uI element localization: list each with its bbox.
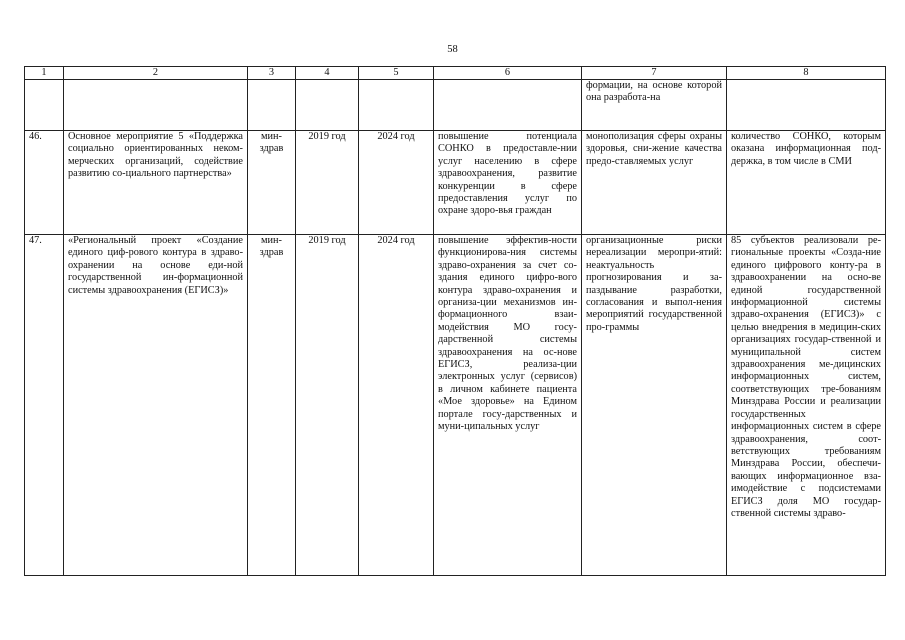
indicators-cell: количество СОНКО, которым оказана информационная под-держка, в том числе в СМИ: [727, 131, 886, 235]
executor-cell: мин-здрав: [248, 235, 296, 576]
table-cell: [248, 80, 296, 131]
column-header: 5: [359, 67, 434, 80]
effect-cell: повышение эффектив-ности функционирова-ния системы здраво-охранения за счет со-здания единого цифро-вого контура здраво-охранения и организа-ции механизмов ин-формационного взаи-модействия МО госу-дарственной системы здравоохранения на ос-нове ЕГИСЗ, реализа-ции электронных услуг (сервисов) в личном кабинете пациента «Мое здоровье» на Едином портале госу-дарственных и муни-ципальных услуг: [434, 235, 582, 576]
row-number: 46.: [25, 131, 64, 235]
end-year: 2024 год: [359, 131, 434, 235]
column-header: 4: [296, 67, 359, 80]
table-cell: [64, 80, 248, 131]
header-row: [25, 67, 886, 80]
column-header: 1: [25, 67, 64, 80]
column-header: 6: [434, 67, 582, 80]
column-header: 3: [248, 67, 296, 80]
table-cell: [727, 80, 886, 131]
executor-cell: мин-здрав: [248, 131, 296, 235]
risks-cell: монополизация сферы охраны здоровья, сни-жение качества предо-ставляемых услуг: [582, 131, 727, 235]
table-cell: [296, 80, 359, 131]
page-number: 58: [447, 44, 458, 55]
start-year: 2019 год: [296, 131, 359, 235]
start-year: 2019 год: [296, 235, 359, 576]
table-row: [25, 131, 886, 235]
indicators-cell: 85 субъектов реализовали ре-гиональные проекты «Созда-ние единого цифрового конту-ра в здравоохранении на осно-ве единой государственной информационной системы здраво-охранения (ЕГИСЗ)» с целью внедрения в медицин-ских организациях государ-ственной и муниципальной систем здравоохранения ме-дицинских информационных систем, соответствующих тре-бованиям Минздрава России и реализации государственных информационных систем в сфере здравоохранения, соот-ветствующих требованиям Минздрава России, обеспечи-вающих информационное вза-имодействие с подсистемами ЕГИСЗ доля МО государ-ственной системы здраво-: [727, 235, 886, 576]
table-cell: [25, 80, 64, 131]
risks-cell: формации, на основе которой она разработа-на: [582, 80, 727, 131]
measures-table: [24, 66, 886, 576]
row-number: 47.: [25, 235, 64, 576]
table-cell: [359, 80, 434, 131]
column-header: 2: [64, 67, 248, 80]
table-row: [25, 235, 886, 576]
column-header: 7: [582, 67, 727, 80]
measure-name: «Региональный проект «Создание единого циф-рового контура в здраво-охранении на основе еди-ной государственной ин-формационной системы здравоохранения (ЕГИСЗ)»: [64, 235, 248, 576]
column-header: 8: [727, 67, 886, 80]
end-year: 2024 год: [359, 235, 434, 576]
measure-name: Основное мероприятие 5 «Поддержка социально ориентированных неком-мерческих организаций, содействие развитию со-циального партнерства»: [64, 131, 248, 235]
effect-cell: повышение потенциала СОНКО в предоставле-нии услуг населению в сфере здравоохранения, развитие конкуренции в сфере предоставления услуг по охране здоро-вья граждан: [434, 131, 582, 235]
continuation-row: [25, 80, 886, 131]
table-cell: [434, 80, 582, 131]
risks-cell: организационные риски нереализации меропри-ятий: неактуальность прогнозирования и за-паздывание разработки, согласования и выпол-нения мероприятий государственной про-граммы: [582, 235, 727, 576]
